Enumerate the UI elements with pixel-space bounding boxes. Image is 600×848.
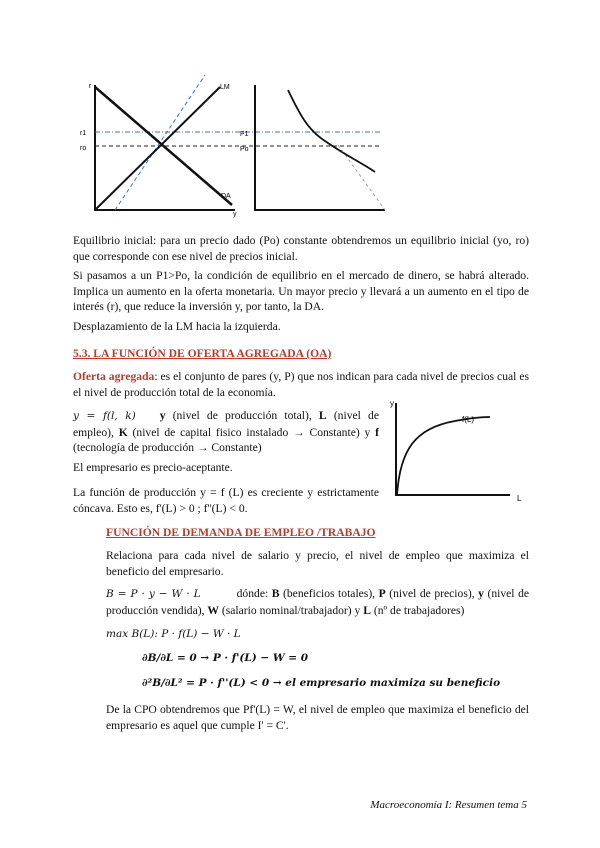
production-function-formula: y = f(l, k) [73, 410, 136, 422]
r1-label: r1 [80, 130, 87, 137]
price-output-curve [288, 90, 375, 172]
lm-curve [95, 87, 220, 210]
production-curve [397, 417, 490, 495]
beneficio-formula: B = P · y − W · L [106, 588, 201, 600]
lm-label: LM [220, 84, 230, 91]
da-curve [95, 87, 232, 205]
section-title: 5.3. LA FUNCIÓN DE OFERTA AGREGADA (OA) [73, 347, 332, 360]
page-footer: Macroeconomía I: Resumen tema 5 [370, 799, 527, 811]
paragraph-funcion-concava: La función de producción y = f (L) es creciente y estrictamente cóncava. Esto es, f'(L) > 0 ; f''(L) < 0. [73, 486, 379, 515]
paragraph-cpo: De la CPO obtendremos que Pf'(L) = W, el nivel de empleo que maximiza el beneficio del empresario es aquel que cumple I' = C'. [106, 703, 529, 732]
left-axis-top-label: r [89, 83, 92, 90]
y-axis-label-left: y [233, 211, 237, 218]
paragraph-production-function: y = f(l, k) y (nivel de producción total), L (nivel de empleo), K (nivel de capital fisico instalado → Constante) y f (tecnología de producción → Constante) [73, 409, 379, 454]
ro-label: ro [80, 145, 87, 152]
second-derivative-formula: ∂²B/∂L² = P · f''(L) < 0 → el empresario maximiza su beneficio [142, 677, 501, 689]
paragraph-desplazamiento-lm: Desplazamiento de la LM hacia la izquierda. [73, 320, 281, 333]
max-beneficio-formula: max B(L): P · f(L) − W · L [106, 628, 241, 640]
paragraph-beneficio-definicion: B = P · y − W · L dónde: B (beneficios totales), P (nivel de precios), y (nivel de producción vendida), W (salario nominal/trabajador) y L (nº de trabajadores) [106, 587, 530, 617]
da-label: DA [221, 193, 231, 200]
paragraph-precio-aceptante: El empresario es precio-aceptante. [73, 461, 233, 474]
oa-term: Oferta agregada [73, 370, 155, 383]
production-x-label: L [517, 494, 522, 503]
right-dashed-diagonal [338, 145, 385, 210]
first-derivative-formula: ∂B/∂L = 0 → P · f'(L) − W = 0 [142, 652, 309, 664]
production-function-graph [380, 395, 530, 510]
p1-label: P1 [240, 131, 249, 138]
paragraph-equilibrio-inicial: Equilibrio inicial: para un precio dado (Po) constante obtendremos un equilibrio inicial (yo, ro) que corresponde con ese nivel de precios inicial. [73, 234, 529, 263]
po-label: Po [240, 146, 249, 153]
production-y-label: y [390, 399, 394, 408]
paragraph-p1-mayor-po: Si pasamos a un P1>Po, la condición de equilibrio en el mercado de dinero, se habrá alterado. Implica un aumento en la oferta monetaria. Un mayor precio y llevará a un aumento en el tipo de interés (r), que reduce la inversión y, por tanto, la DA. [73, 269, 529, 313]
subsection-title: FUNCIÓN DE DEMANDA DE EMPLEO /TRABAJO [106, 526, 376, 539]
production-curve-label: f(L) [462, 415, 474, 424]
paragraph-oferta-agregada: Oferta agregada: es el conjunto de pares (y, P) que nos indican para cada nivel de precios cual es el nivel de producción total de la economía. [73, 370, 529, 399]
is-lm-price-diagram [80, 75, 400, 225]
paragraph-relaciona: Relaciona para cada nivel de salario y precio, el nivel de empleo que maximiza el beneficio del empresario. [106, 549, 529, 578]
